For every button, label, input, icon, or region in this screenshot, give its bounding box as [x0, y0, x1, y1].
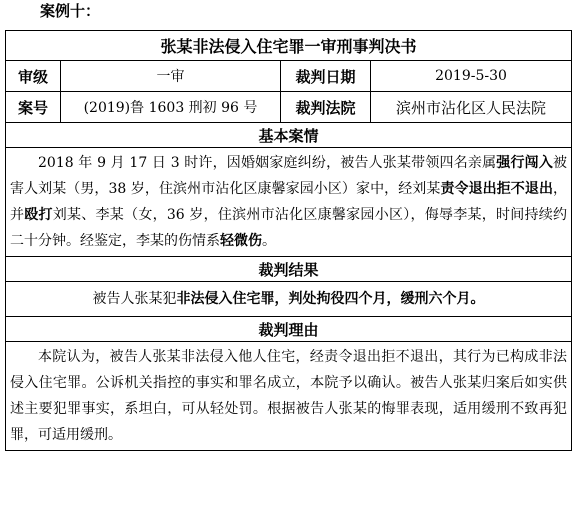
facts-paragraph [6, 148, 572, 257]
emphasis-text: 强行闯入 [496, 155, 554, 171]
body-text: 。 [262, 233, 276, 249]
body-text: 刘某、李某（女，36 岁，住滨州市沾化区康馨家园小区），侮辱李某，时间持续约二十分钟。经鉴定，李某的伤情系 [10, 207, 568, 249]
body-text: 2018 年 9 月 17 日 3 时许，因婚姻家庭纠纷，被告人张某带领四名亲属 [38, 155, 497, 171]
result-paragraph [6, 282, 572, 317]
trial-level-value: 一审 [61, 61, 281, 92]
body-text: ，并 [10, 181, 568, 223]
facts-heading: 基本案情 [6, 123, 572, 148]
emphasis-text: 责令退出拒不退出 [440, 181, 554, 197]
judgment-date-label: 裁判日期 [281, 61, 371, 92]
court-label: 裁判法院 [281, 92, 371, 123]
trial-level-label: 审级 [6, 61, 61, 92]
court-value: 滨州市沾化区人民法院 [371, 92, 572, 123]
case-label: 案例十： [40, 2, 101, 20]
emphasis-text: 殴打 [24, 207, 53, 223]
document-title: 张某非法侵入住宅罪一审刑事判决书 [6, 31, 572, 61]
judgment-date-value: 2019-5-30 [371, 61, 572, 92]
reason-paragraph: 本院认为，被告人张某非法侵入他人住宅，经责令退出拒不退出，其行为已构成非法侵入住宅罪。公诉机关指控的事实和罪名成立，本院予以确认。被告人张某归案后如实供述主要犯罪事实，系坦白，可从轻处罚。根据被告人张某的悔罪表现，适用缓刑不致再犯罪，可适用缓刑。 [6, 342, 572, 451]
case-number-value: (2019)鲁 1603 刑初 96 号 [61, 92, 281, 123]
emphasis-text: 非法侵入住宅罪，判处拘役四个月，缓刑六个月。 [176, 291, 485, 307]
case-number-label: 案号 [6, 92, 61, 123]
reason-heading: 裁判理由 [6, 317, 572, 342]
emphasis-text: 轻微伤 [220, 233, 262, 249]
body-text: 被告人张某犯 [92, 291, 177, 307]
body-text: 被害人刘某（男，38 岁，住滨州市沾化区康馨家园小区）家中，经刘某 [10, 155, 568, 197]
result-heading: 裁判结果 [6, 257, 572, 282]
judgment-table [5, 30, 572, 451]
